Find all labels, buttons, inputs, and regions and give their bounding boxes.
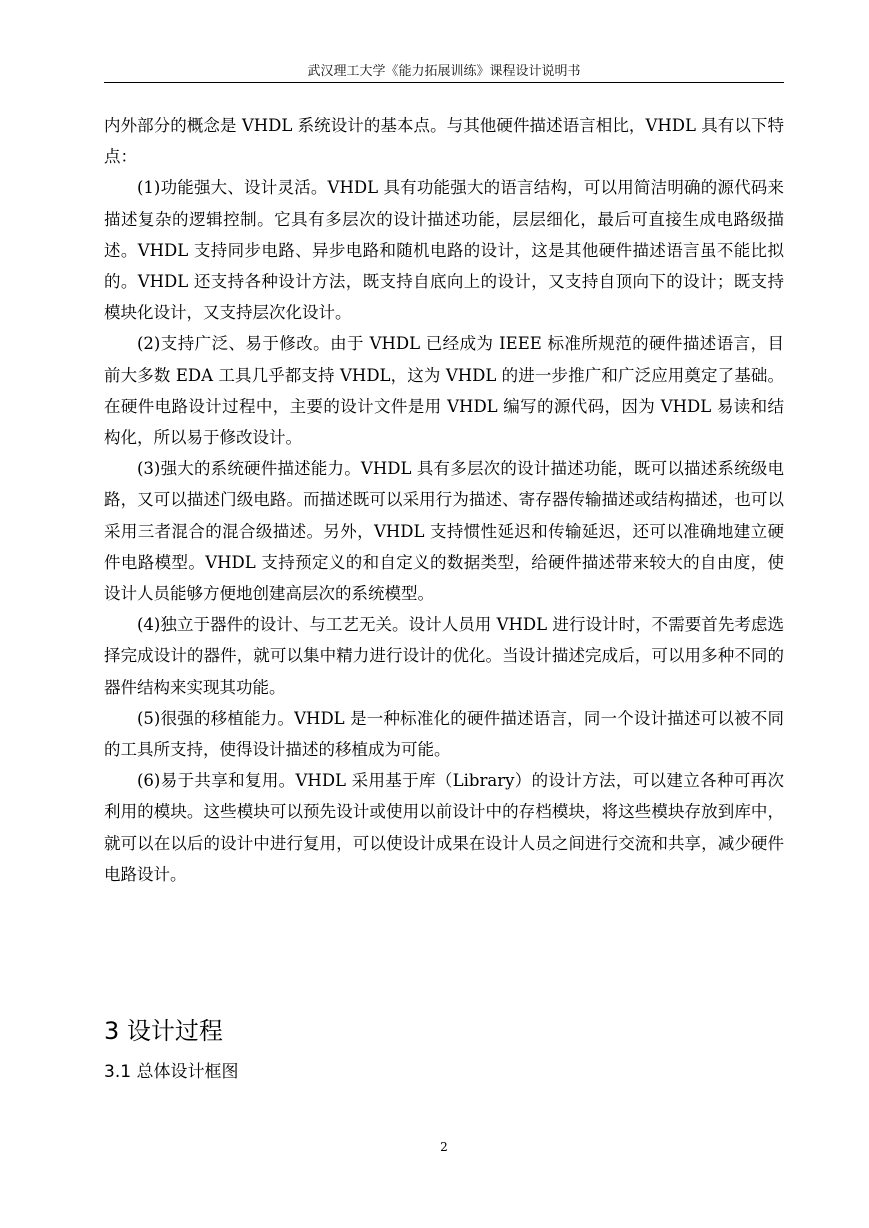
paragraph-feature-1: (1)功能强大、设计灵活。VHDL 具有功能强大的语言结构，可以用简洁明确的源代码来描述复杂的逻辑控制。它具有多层次的设计描述功能，层层细化，最后可直接生成电路级描述。VHDL 支持同步电路、异步电路和随机电路的设计，这是其他硬件描述语言虽不能比拟的。VHDL 还支持各种设计方法，既支持自底向上的设计，又支持自顶向下的设计；既支持模块化设计，又支持层次化设计。 [104,178,784,323]
paragraph-feature-3: (3)强大的系统硬件描述能力。VHDL 具有多层次的设计描述功能，既可以描述系统级电路，又可以描述门级电路。而描述既可以采用行为描述、寄存器传输描述或结构描述，也可以采用三者混合的混合级描述。另外，VHDL 支持惯性延迟和传输延迟，还可以准确地建立硬件电路模型。VHDL 支持预定义的和自定义的数据类型，给硬件描述带来较大的自由度，使设计人员能够方便地创建高层次的系统模型。 [104,459,784,604]
paragraph-feature-5: (5)很强的移植能力。VHDL 是一种标准化的硬件描述语言，同一个设计描述可以被不同的工具所支持，使得设计描述的移植成为可能。 [104,708,784,760]
header-rule [104,82,784,83]
paragraph-feature-4: (4)独立于器件的设计、与工艺无关。设计人员用 VHDL 进行设计时，不需要首先考虑选择完成设计的器件，就可以集中精力进行设计的优化。当设计描述完成后，可以用多种不同的器件结构来实现其功能。 [104,615,784,697]
page-number: 2 [440,1140,448,1154]
subsection-heading: 3.1 总体设计框图 [104,1062,239,1082]
paragraph-intro: 内外部分的概念是 VHDL 系统设计的基本点。与其他硬件描述语言相比，VHDL 具有以下特点： [104,116,784,167]
running-header: 武汉理工大学《能力拓展训练》课程设计说明书 [307,64,581,79]
body-text [104,110,784,890]
paragraph-feature-6: (6)易于共享和复用。VHDL 采用基于库（Library）的设计方法，可以建立各种可再次利用的模块。这些模块可以预先设计或使用以前设计中的存档模块，将这些模块存放到库中，就可以在以后的设计中进行复用，可以使设计成果在设计人员之间进行交流和共享，减少硬件电路设计。 [104,771,784,884]
section-heading: 3 设计过程 [104,1017,223,1045]
paragraph-feature-2: (2)支持广泛、易于修改。由于 VHDL 已经成为 IEEE 标准所规范的硬件描述语言，目前大多数 EDA 工具几乎都支持 VHDL，这为 VHDL 的进一步推广和广泛应用奠定了基础。在硬件电路设计过程中，主要的设计文件是用 VHDL 编写的源代码，因为 VHDL 易读和结构化，所以易于修改设计。 [104,334,784,448]
